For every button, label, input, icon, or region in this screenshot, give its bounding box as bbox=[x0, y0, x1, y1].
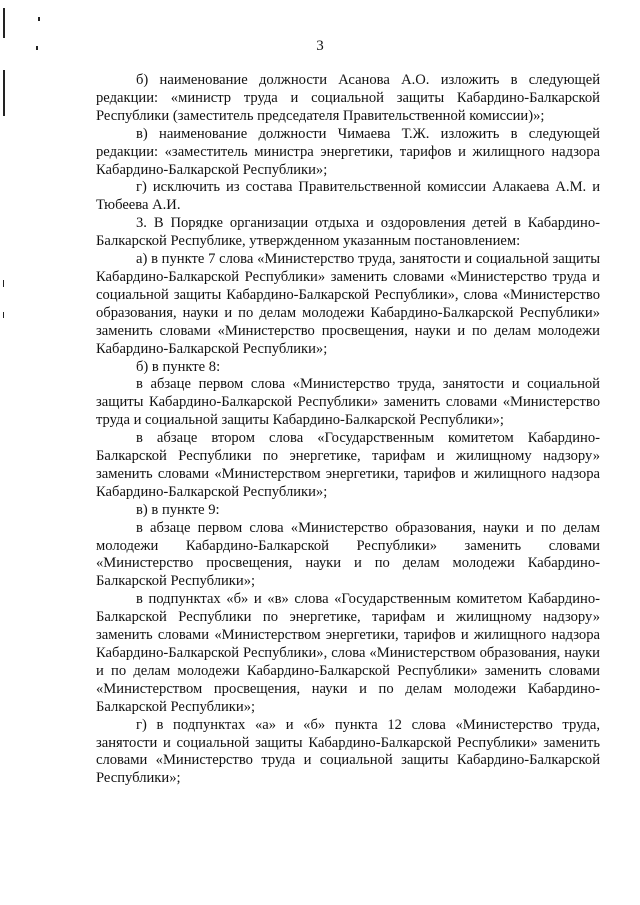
paragraph: в) в пункте 9: bbox=[136, 501, 220, 518]
paragraph: б) наименование должности Асанова А.О. изложить в следующей редакции: «министр труда и социальной защиты Кабардино-Балкарской Республики (заместитель председателя Правительственной комиссии)»; bbox=[96, 72, 600, 124]
scan-edge-mark bbox=[3, 280, 4, 287]
scan-edge-mark bbox=[3, 312, 4, 318]
paragraph: а) в пункте 7 слова «Министерство труда, занятости и социальной защиты Кабардино-Балкарской Республики» заменить словами «Министерство труда и социальной защиты Кабардино-Балкарской Республики», слова «Министерство образования, науки и по делам молодежи Кабардино-Балкарской Республики» заменить словами «Министерство просвещения, науки и по делам молодежи Кабардино-Балкарской Республики»; bbox=[96, 251, 600, 357]
paragraph: б) в пункте 8: bbox=[136, 358, 221, 375]
paragraph: г) в подпунктах «а» и «б» пункта 12 слова «Министерство труда, занятости и социальной защиты Кабардино-Балкарской Республики» заменить словами «Министерство труда и социальной защиты Кабардино-Балкарской Республики»; bbox=[96, 716, 600, 787]
paragraph: в) наименование должности Чимаева Т.Ж. изложить в следующей редакции: «заместитель министра энергетики, тарифов и жилищного надзора Кабардино-Балкарской Республики»; bbox=[96, 125, 600, 178]
scan-edge-mark bbox=[3, 8, 5, 38]
document-body bbox=[96, 72, 600, 788]
paragraph: в абзаце втором слова «Государственным комитетом Кабардино-Балкарской Республики по энергетике, тарифам и жилищному надзору» заменить словами «Министерством энергетики, тарифов и жилищного надзора Кабардино-Балкарской Республики»; bbox=[96, 430, 600, 500]
paragraph: в подпунктах «б» и «в» слова «Государственным комитетом Кабардино-Балкарской Республики по энергетике, тарифам и жилищному надзору» заменить словами «Министерством энергетики, тарифов и жилищного надзора Кабардино-Балкарской Республики», слова «Министерством образования, науки и по делам молодежи Кабардино-Балкарской Республики» заменить словами «Министерством просвещения, науки и по делам молодежи Кабардино-Балкарской Республики»; bbox=[96, 591, 600, 715]
page-number: 3 bbox=[316, 38, 324, 54]
paragraph: в абзаце первом слова «Министерство труда, занятости и социальной защиты Кабардино-Балкарской Республики» заменить словами «Министерство труда и социальной защиты Кабардино-Балкарской Республики»; bbox=[96, 376, 600, 429]
paragraph: в абзаце первом слова «Министерство образования, науки и по делам молодежи Кабардино-Балкарской Республики» заменить словами «Министерство просвещения, науки и по делам молодежи Кабардино-Балкарской Республики»; bbox=[96, 519, 600, 590]
scan-edge-mark bbox=[3, 70, 5, 116]
paragraph: 3. В Порядке организации отдыха и оздоровления детей в Кабардино-Балкарской Республике, утвержденном указанным постановлением: bbox=[96, 215, 600, 250]
scan-edge-mark bbox=[38, 17, 40, 21]
paragraph: г) исключить из состава Правительственной комиссии Алакаева А.М. и Тюбеева А.И. bbox=[96, 179, 600, 214]
